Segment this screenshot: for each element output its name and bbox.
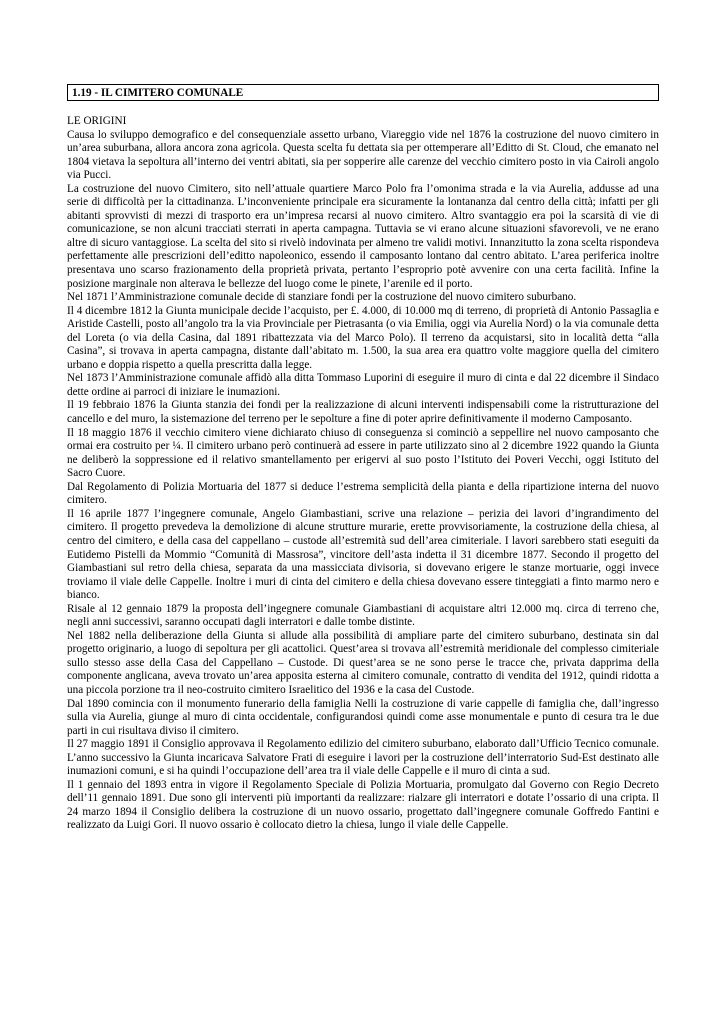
paragraph: Il 27 maggio 1891 il Consiglio approvava il Regolamento edilizio del cimitero suburbano, elaborato dall’Ufficio Tecnico comunale. L’anno successivo la Giunta incaricava Salvatore Frati di eseguire i lavori per la costruzione dell’interratorio Sud-Est destinato alle inumazioni comuni, e si ha quindi l’occupazione dell’area tra il viale delle Cappelle e il muro di cinta a sud. (67, 738, 659, 778)
paragraph: Risale al 12 gennaio 1879 la proposta dell’ingegnere comunale Giambastiani di acquistare altri 12.000 mq. circa di terreno che, negli anni successivi, saranno occupati dagli interratori e dalle tombe distinte. (67, 602, 659, 629)
paragraph: Il 4 dicembre 1812 la Giunta municipale decide l’acquisto, per £. 4.000, di 10.000 mq di terreno, di proprietà di Antonio Passaglia e Aristide Castelli, posto all’angolo tra la via Provinciale per Pietrasanta (o via Emilia, oggi via Aurelia Nord) o la via comunale detta del Loreta (o via della Casina, dal 1891 ribattezzata via del Marco Polo). Il terreno da acquistarsi, sito in località detta “alla Casina”, si trovava in aperta campagna, distante dall’abitato m. 1.500, la sua area era quattro volte maggiore quella del cimitero urbano e doppia rispetto a quella prescritta dalla legge. (67, 304, 659, 371)
paragraph: La costruzione del nuovo Cimitero, sito nell’attuale quartiere Marco Polo fra l’omonima strada e la via Aurelia, addusse ad una serie di difficoltà per la cittadinanza. L’inconveniente principale era sicuramente la lontananza dal centro della città; infatti per gli abitanti sprovvisti di mezzi di trasporto era un’impresa recarsi al nuovo cimitero. Altro svantaggio era poi la scarsità di vie di comunicazione, se non alcuni tracciati sterrati in aperta campagna. Tuttavia se vi erano alcune situazioni sfavorevoli, ve ne erano altre di sicuro vantaggiose. La scelta del sito si rivelò indovinata per almeno tre validi motivi. Innanzitutto la zona scelta rispondeva perfettamente alle prescrizioni dell’editto napoleonico, essendo il camposanto lontano dal centro abitato. L’area periferica inoltre presentava uno scarso frazionamento della proprietà privata, pertanto l’esproprio potè avvenire con una certa facilità. Infine la posizione marginale non alterava le bellezze del luogo come le pinete, l’arenile ed il porto. (67, 182, 659, 290)
paragraph: Nel 1871 l’Amministrazione comunale decide di stanziare fondi per la costruzione del nuovo cimitero suburbano. (67, 291, 577, 304)
subsection-heading: LE ORIGINI (67, 115, 127, 127)
paragraph: Il 19 febbraio 1876 la Giunta stanzia dei fondi per la realizzazione di alcuni interventi indispensabili come la ristrutturazione del cancello e del muro, la sistemazione del terreno per le sepolture a fine di poter aprire definitivamente il moderno Camposanto. (67, 399, 659, 426)
section-title: 1.19 - IL CIMITERO COMUNALE (67, 84, 659, 101)
paragraph: Nel 1873 l’Amministrazione comunale affidò alla ditta Tommaso Luporini di eseguire il muro di cinta e dal 22 dicembre il Sindaco dette ordine ai parroci di iniziare le inumazioni. (67, 372, 659, 398)
paragraph: Il 16 aprile 1877 l’ingegnere comunale, Angelo Giambastiani, scrive una relazione – perizia dei lavori d’ingrandimento del cimitero. Il progetto prevedeva la demolizione di alcune strutture murarie, erette provvisoriamente, la costruzione della chiesa, al centro del cimitero, e della casa del cappellano – custode all’estremità sud dell’area cimiteriale. I lavori sarebbero stati eseguiti da Eutidemo Pistelli da Mommio “Comunità di Massrosa”, vincitore dell’asta indetta il 31 dicembre 1877. Secondo il progetto del Giambastiani sul retro della chiesa, separata da una massicciata divisoria, si dovevano erigere le stanze mortuarie, oggi invece troviamo il viale delle Cappelle. Inoltre i muri di cinta del cimitero e della chiesa dovevano essere tinteggiati a finto marmo nero e bianco. (67, 507, 659, 602)
paragraph: Dal 1890 comincia con il monumento funerario della famiglia Nelli la costruzione di varie cappelle di famiglia che, dall’ingresso sulla via Aurelia, giunge al muro di cinta occidentale, configurandosi quindi come asse monumentale e punto di cesura tra le due parti in cui risultava diviso il cimitero. (67, 697, 659, 737)
paragraph: Il 1 gennaio del 1893 entra in vigore il Regolamento Speciale di Polizia Mortuaria, promulgato dal Governo con Regio Decreto dell’11 gennaio 1891. Due sono gli interventi più importanti da realizzare: rialzare gli interratori e dotate l’ossario di una cripta. Il 24 marzo 1894 il Consiglio delibera la costruzione di un nuovo ossario, progettato dall’ingegnere comunale Goffredo Fantini e realizzato da Luigi Gori. Il nuovo ossario è collocato dietro la chiesa, lungo il viale delle Cappelle. (67, 778, 659, 832)
paragraph: Nel 1882 nella deliberazione della Giunta si allude alla possibilità di ampliare parte del cimitero suburbano, destinata sin dal progetto originario, a luogo di sepoltura per gli acattolici. Quest’area si trovava all’estremità meridionale del complesso cimiteriale sullo stesso asse della Casa del Cappellano – Custode. Di quest’area se ne sono perse le tracce che, privata dapprima della componente anglicana, aveva trovato un’area apposita esterna al cimitero comunale, contratto di vendita del 1912, quindi ridotta a una piccola porzione tra il neo-costruito cimitero Israelitico del 1936 e la casa del Custode. (67, 629, 659, 696)
paragraph: Il 18 maggio 1876 il vecchio cimitero viene dichiarato chiuso di conseguenza si cominciò a seppellire nel nuovo camposanto che ormai era costruito per ¼. Il cimitero urbano però continuerà ad essere in parte utilizzato sino al 2 dicembre 1922 quando la Giunta ne deliberò la soppressione ed il relativo smantellamento per erigervi al suo posto l’Istituto dei Poveri Vecchi, oggi Istituto del Sacro Cuore. (67, 426, 659, 480)
paragraph: Dal Regolamento di Polizia Mortuaria del 1877 si deduce l’estrema semplicità della pianta e della ripartizione interna del nuovo cimitero. (67, 480, 659, 507)
document-page (67, 84, 659, 833)
paragraph: Causa lo sviluppo demografico e del consequenziale assetto urbano, Viareggio vide nel 1876 la costruzione del nuovo cimitero in un’area suburbana, allora ancora zona agricola. Questa scelta fu dettata sia per ottemperare all’Editto di St. Cloud, che emanato nel 1804 vietava la sepoltura all’interno dei ventri abitati, sia per sopperire alle carenze del vecchio cimitero posto in via Cairoli angolo via Pucci. (67, 128, 659, 182)
